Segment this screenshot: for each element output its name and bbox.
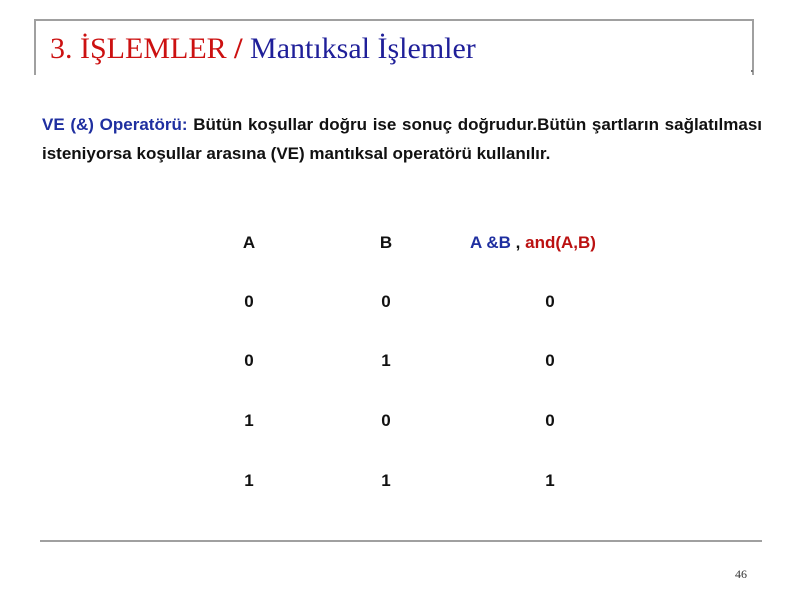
table-cell-r2-result: 0: [545, 351, 555, 370]
table-cell-r1-a: 0: [244, 292, 254, 311]
table-cell-r4-result: 1: [545, 471, 555, 490]
table-cell-r1-result: 0: [545, 292, 555, 311]
corner-dot: [751, 70, 753, 72]
description-text: Bütün koşullar doğru ise sonuç doğrudur.Bütün şartların sağlatılması isteniyorsa koşullar arasına (VE) mantıksal operatörü kullanılır.: [42, 115, 762, 163]
header-result-separator: ,: [510, 233, 526, 252]
description-paragraph: [42, 110, 762, 168]
table-cell-r4-a: 1: [244, 471, 254, 490]
title-main: 3. İŞLEMLER: [50, 32, 227, 65]
table-cell-r2-a: 0: [244, 351, 254, 370]
title-subtitle: Mantıksal İşlemler: [250, 32, 476, 65]
table-cell-r1-b: 0: [381, 292, 391, 311]
table-cell-r4-b: 1: [381, 471, 391, 490]
header-a: A: [242, 233, 256, 252]
header-result-function: and(A,B): [525, 233, 596, 252]
header-result: [470, 233, 596, 253]
title-frame-top: [34, 19, 754, 21]
operator-label: VE (&) Operatörü:: [42, 115, 188, 134]
table-cell-r2-b: 1: [381, 351, 391, 370]
title-separator: /: [234, 32, 243, 65]
header-b: B: [379, 233, 393, 252]
page-number: 46: [735, 567, 747, 581]
title-frame-right: [752, 19, 754, 75]
footer-divider: [40, 540, 762, 542]
slide-title: [50, 32, 476, 65]
title-frame-left: [34, 19, 36, 75]
table-cell-r3-a: 1: [244, 411, 254, 430]
table-cell-r3-result: 0: [545, 411, 555, 430]
header-result-operator: A &B: [470, 233, 511, 252]
table-cell-r3-b: 0: [381, 411, 391, 430]
